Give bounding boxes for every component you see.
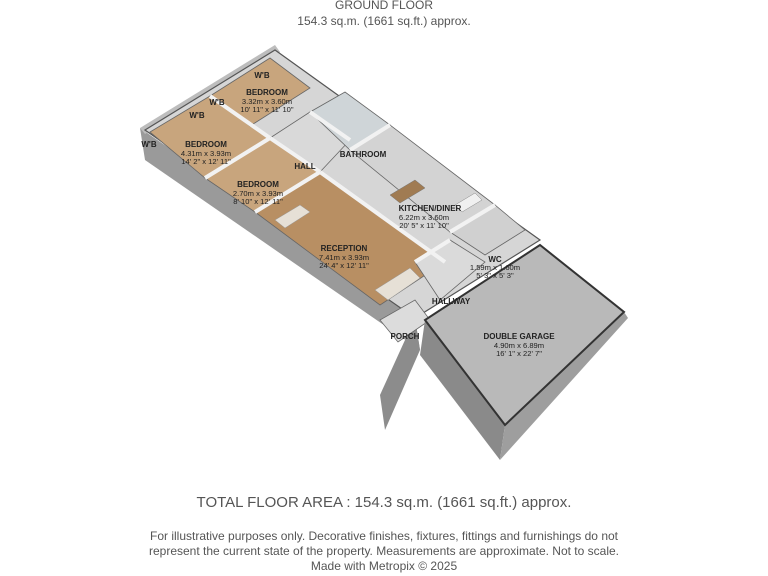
label-bedroom-mid: BEDROOM [237,180,279,189]
dim-bedroom-top-imperial: 10' 11" x 11' 10" [240,105,294,114]
dim-kitchen-metric: 6.22m x 3.60m [398,213,450,222]
disclaimer-line-1: For illustrative purposes only. Decorative finishes, fixtures, fittings and furnishings do not [150,529,618,543]
label-wb-top: W'B [254,71,270,80]
dim-bedroom-left-imperial: 14' 2" x 12' 11" [181,157,231,166]
label-wb-left: W'B [189,111,205,120]
label-wb-mid: W'B [209,98,225,107]
dim-reception-metric: 7.41m x 3.93m [318,253,370,262]
dim-kitchen-imperial: 20' 5" x 11' 10" [399,221,449,230]
floor-title: GROUND FLOOR [334,0,433,12]
dim-garage-imperial: 16' 1" x 22' 7" [496,349,542,358]
label-kitchen: KITCHEN/DINER [398,204,462,213]
label-reception: RECEPTION [320,244,368,253]
disclaimer-line-2: represent the current state of the property. Measurements are approximate. Not to scale. [148,544,619,558]
dim-bedroom-mid-metric: 2.70m x 3.93m [232,189,284,198]
dim-wc-metric: 1.59m x 1.60m [469,263,521,272]
dim-bedroom-top-metric: 3.32m x 3.60m [241,97,293,106]
dim-bedroom-mid-imperial: 8' 10" x 12' 11" [233,197,283,206]
label-wc: WC [488,255,502,264]
label-bathroom: BATHROOM [339,150,387,159]
dim-wc-imperial: 5' 3" x 5' 3" [476,271,514,280]
made-with-credit: Made with Metropix © 2025 [310,559,458,573]
dim-bedroom-left-metric: 4.31m x 3.93m [180,149,232,158]
label-wb-far: W'B [141,140,157,149]
floor-area: 154.3 sq.m. (1661 sq.ft.) approx. [297,14,471,28]
dim-garage-metric: 4.90m x 6.89m [493,341,545,350]
total-floor-area: TOTAL FLOOR AREA : 154.3 sq.m. (1661 sq.ft.) approx. [196,494,572,511]
dim-reception-imperial: 24' 4" x 12' 11" [319,261,369,270]
label-bedroom-left: BEDROOM [185,140,227,149]
label-bedroom-top: BEDROOM [246,88,288,97]
label-hall: HALL [294,162,316,171]
label-porch: PORCH [390,332,420,341]
label-garage: DOUBLE GARAGE [483,332,555,341]
label-hallway: HALLWAY [431,297,471,306]
